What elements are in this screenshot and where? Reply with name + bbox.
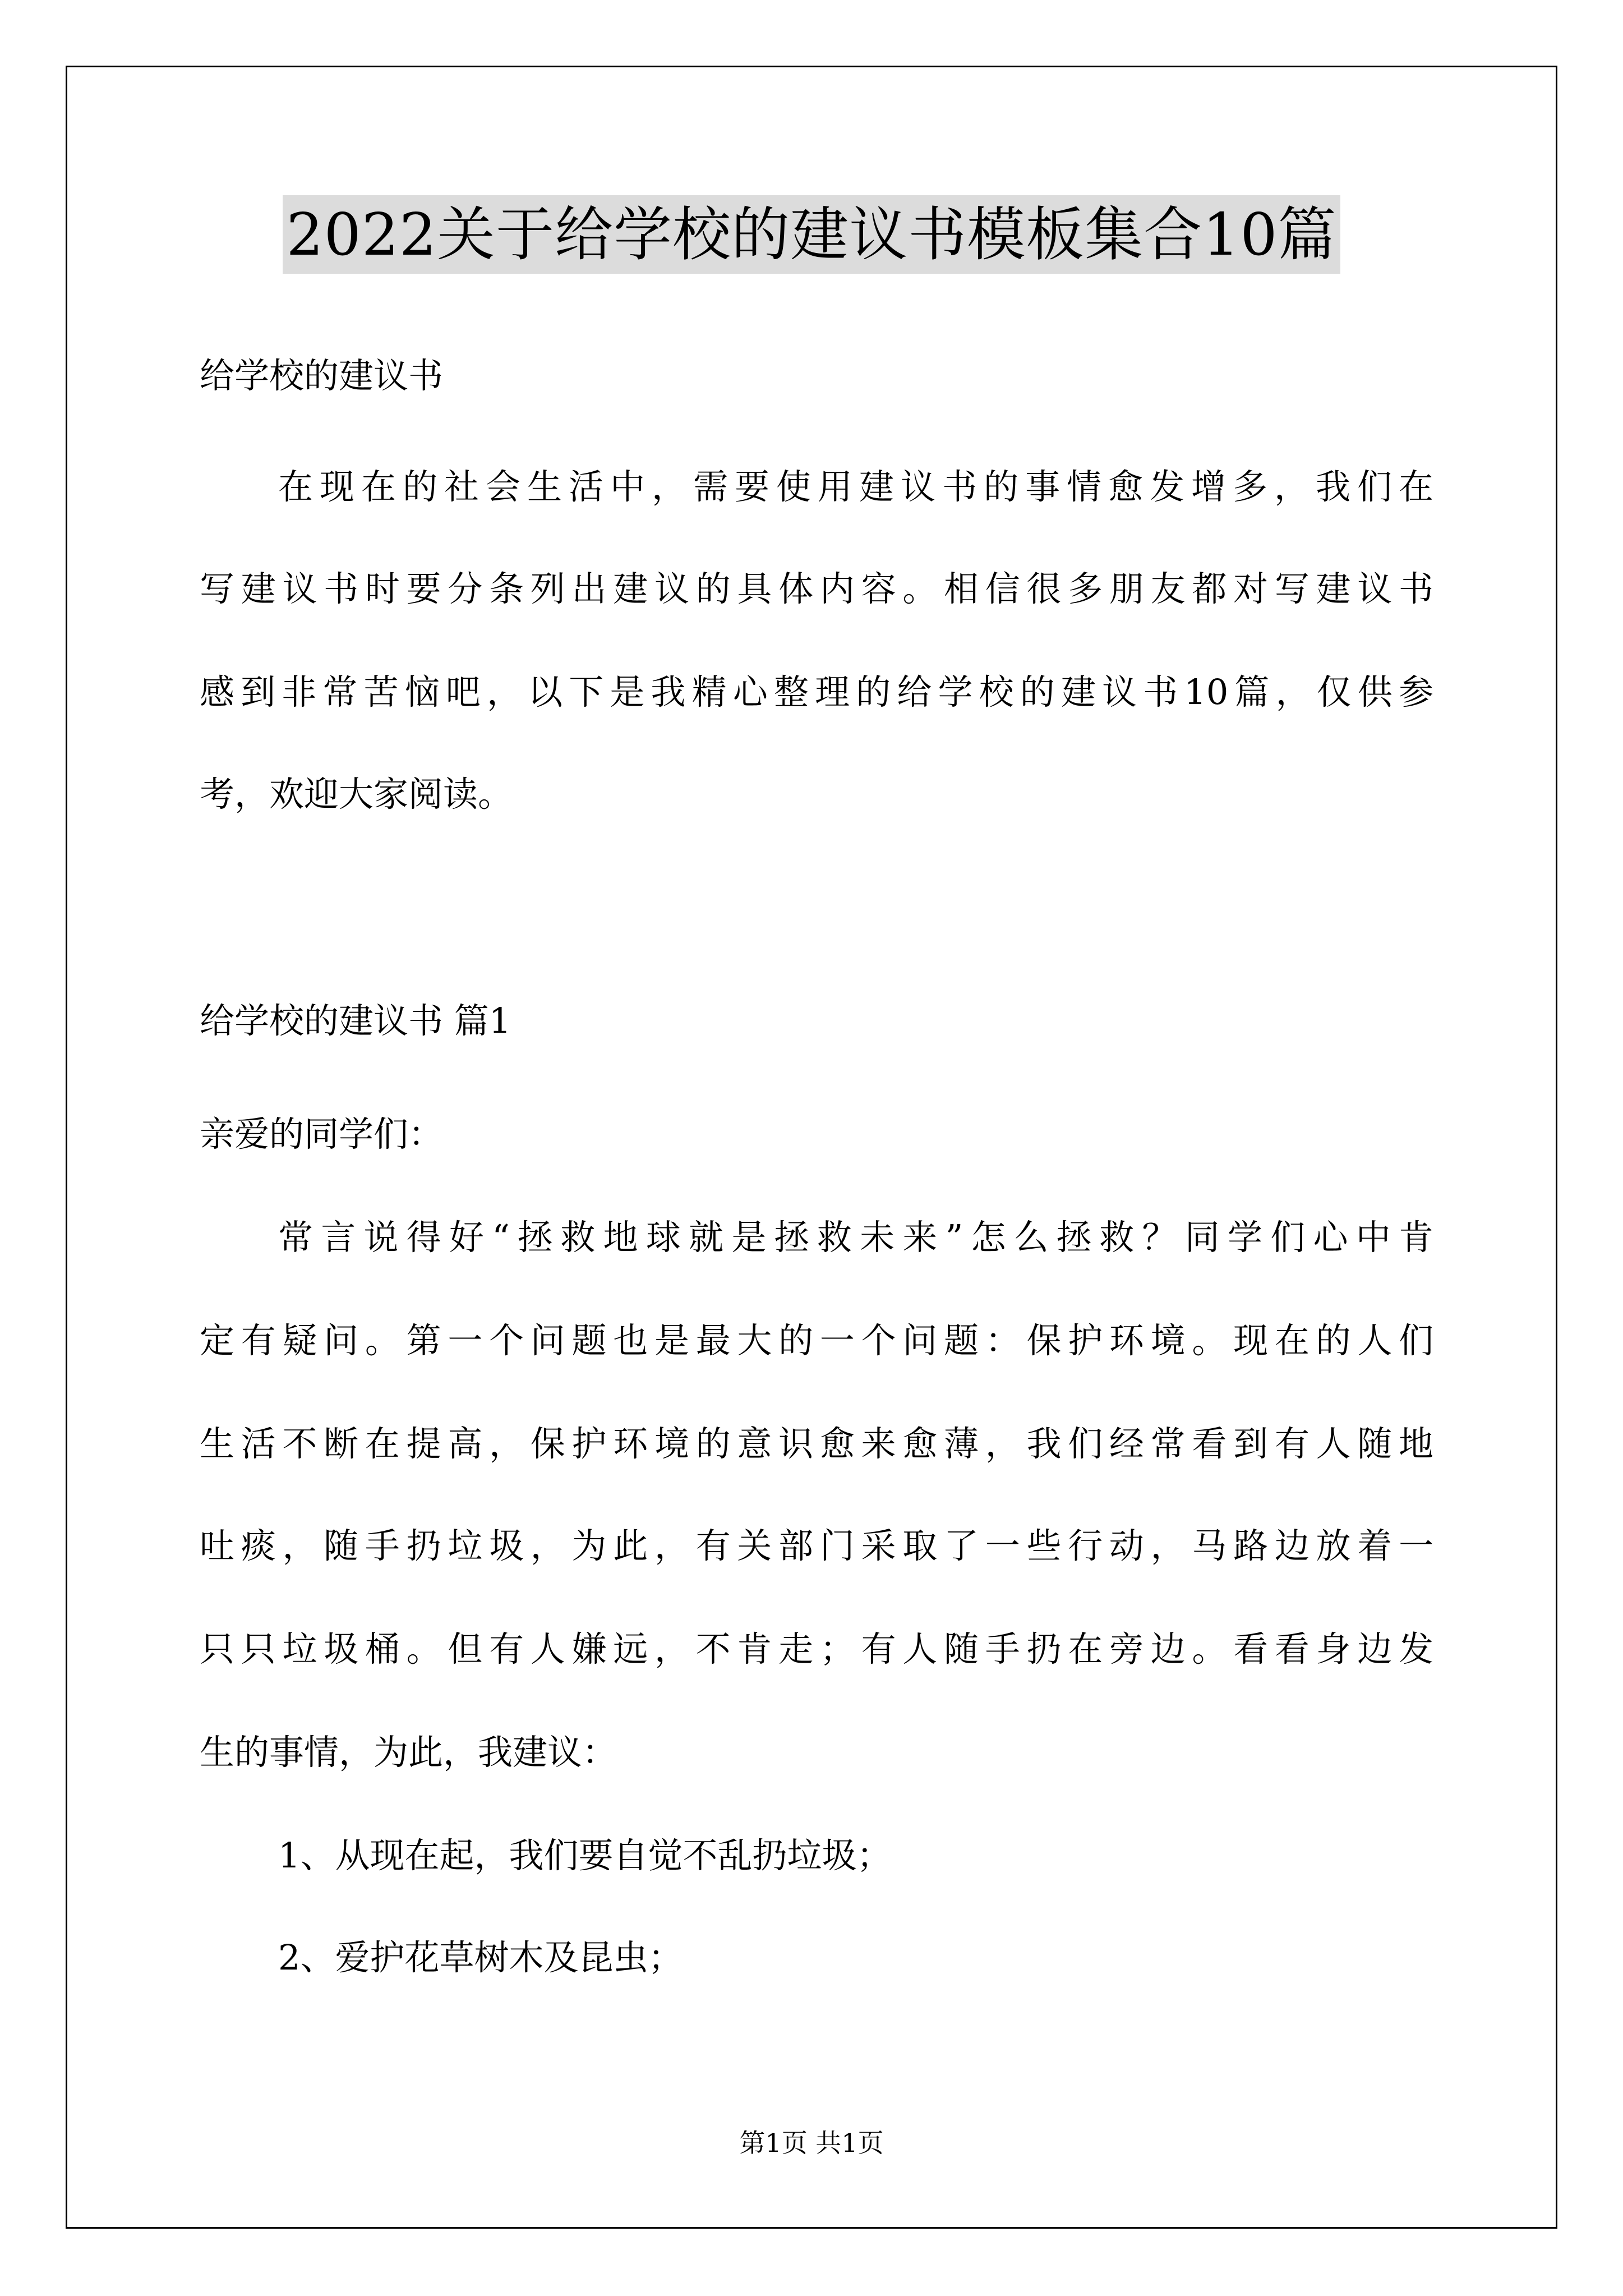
title-container [0,195,1623,274]
document-title: 2022关于给学校的建议书模板集合10篇 [283,195,1340,274]
intro-line-1: 在现在的社会生活中，需要使用建议书的事情愈发增多，我们在 [278,466,1433,507]
body-line-5: 只只垃圾桶。但有人嫌远，不肯走；有人随手扔在旁边。看看身边发 [200,1628,1433,1669]
page-footer: 第1页 共1页 [739,2128,884,2158]
section-heading: 给学校的建议书 篇1 [200,1000,511,1041]
intro-heading: 给学校的建议书 [200,355,444,396]
intro-line-3: 感到非常苦恼吧，以下是我精心整理的给学校的建议书10篇，仅供参 [200,671,1433,712]
body-line-3: 生活不断在提高，保护环境的意识愈来愈薄，我们经常看到有人随地 [200,1423,1433,1464]
intro-line-4: 考，欢迎大家阅读。 [200,774,513,815]
intro-line-2: 写建议书时要分条列出建议的具体内容。相信很多朋友都对写建议书 [200,568,1433,609]
body-line-4: 吐痰，随手扔垃圾，为此，有关部门采取了一些行动，马路边放着一 [200,1525,1433,1566]
body-line-1: 常言说得好“拯救地球就是拯救未来”怎么拯救？同学们心中肯 [278,1217,1433,1258]
salutation: 亲爱的同学们： [200,1114,444,1154]
body-line-6: 生的事情，为此，我建议： [200,1732,617,1773]
body-line-2: 定有疑问。第一个问题也是最大的一个问题：保护环境。现在的人们 [200,1320,1433,1361]
suggestion-item-1: 1、从现在起，我们要自觉不乱扔垃圾； [278,1835,892,1876]
suggestion-item-2: 2、爱护花草树木及昆虫； [278,1937,683,1978]
